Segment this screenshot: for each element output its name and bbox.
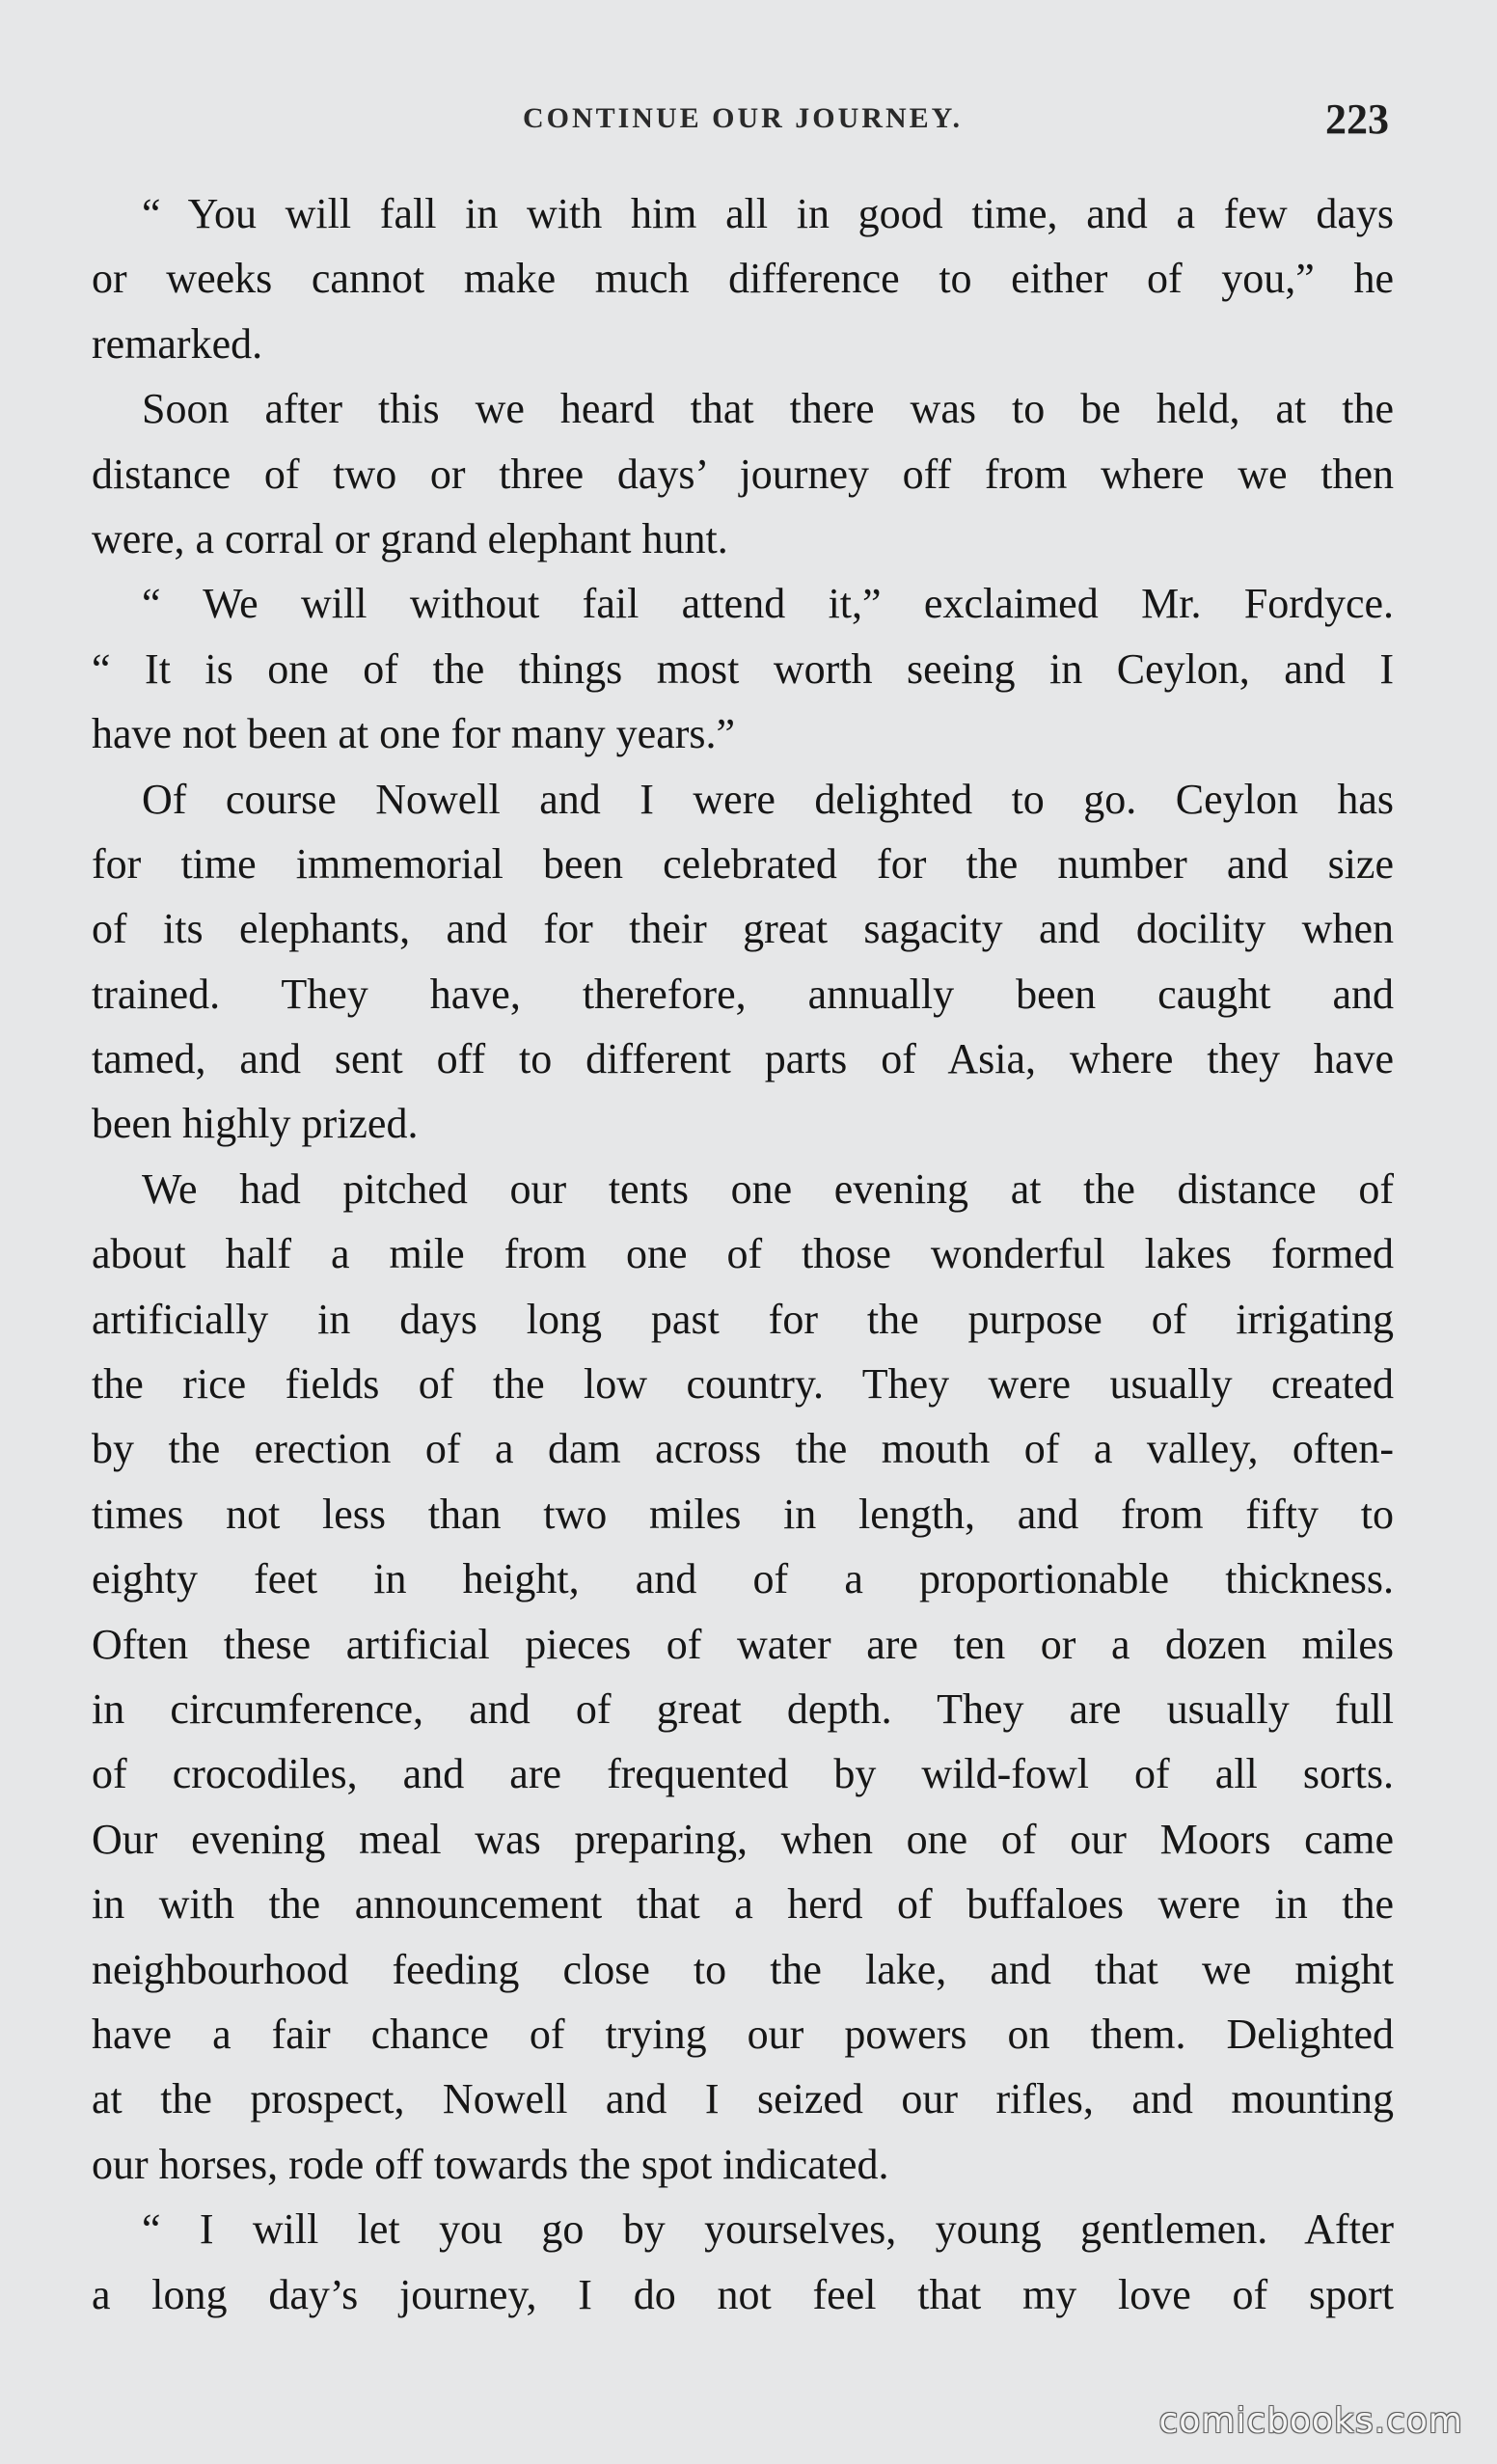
text-line: about half a mile from one of those wonderful lakes formed [92,1230,1394,1278]
text-line: in circumference, and of great depth. They are usually full [92,1684,1394,1733]
text-line: Soon after this we heard that there was to be held, at the [142,385,1394,433]
text-line: have a fair chance of trying our powers on them. Delighted [92,2010,1394,2058]
text-line: distance of two or three days’ journey off from where we then [92,450,1394,498]
running-title: CONTINUE OUR JOURNEY. [522,102,964,134]
text-line: “ We will without fail attend it,” exclaimed Mr. Fordyce. [142,580,1394,628]
text-line: in with the announcement that a herd of buffaloes were in the [92,1880,1394,1929]
text-line: times not less than two miles in length, and from fifty to [92,1490,1394,1538]
text-line: “ I will let you go by yourselves, young gentlemen. After [142,2205,1394,2254]
text-line: were, a corral or grand elephant hunt. [92,514,728,562]
watermark: comicbooks.com [1158,2401,1463,2441]
text-line: the rice fields of the low country. They were usually created [92,1360,1394,1409]
text-line: have not been at one for many years.” [92,710,736,758]
text-line: or weeks cannot make much difference to either of you,” he [92,255,1394,303]
text-line: trained. They have, therefore, annually been caught and [92,970,1394,1018]
text-line: by the erection of a dam across the mouth of a valley, often- [92,1425,1394,1473]
text-line: of crocodiles, and are frequented by wild-fowl of all sorts. [92,1750,1394,1798]
text-line: been highly prized. [92,1100,419,1148]
text-line: for time immemorial been celebrated for the number and size [92,839,1394,888]
text-line: “ It is one of the things most worth seeing in Ceylon, and I [92,644,1394,693]
text-line: We had pitched our tents one evening at the distance of [142,1164,1394,1213]
text-line: artificially in days long past for the purpose of irrigating [92,1295,1394,1343]
text-line: neighbourhood feeding close to the lake, and that we might [92,1945,1394,1993]
text-line: of its elephants, and for their great sagacity and docility when [92,905,1394,953]
text-line: “ You will fall in with him all in good time, and a few days [142,190,1394,237]
body-text [92,181,1394,2327]
text-line: a long day’s journey, I do not feel that my love of sport [92,2270,1394,2318]
text-line: at the prospect, Nowell and I seized our rifles, and mounting [92,2075,1394,2123]
text-line: Of course Nowell and I were delighted to go. Ceylon has [142,775,1394,823]
text-line: our horses, rode off towards the spot indicated. [92,2140,889,2188]
text-line: tamed, and sent off to different parts of Asia, where they have [92,1035,1394,1083]
running-head [92,95,1394,143]
text-line: Our evening meal was preparing, when one of our Moors came [92,1815,1394,1863]
text-line: eighty feet in height, and of a proportionable thickness. [92,1555,1394,1603]
text-line: Often these artificial pieces of water are ten or a dozen miles [92,1620,1394,1668]
page-number: 223 [1325,96,1389,143]
text-line: remarked. [92,319,263,368]
